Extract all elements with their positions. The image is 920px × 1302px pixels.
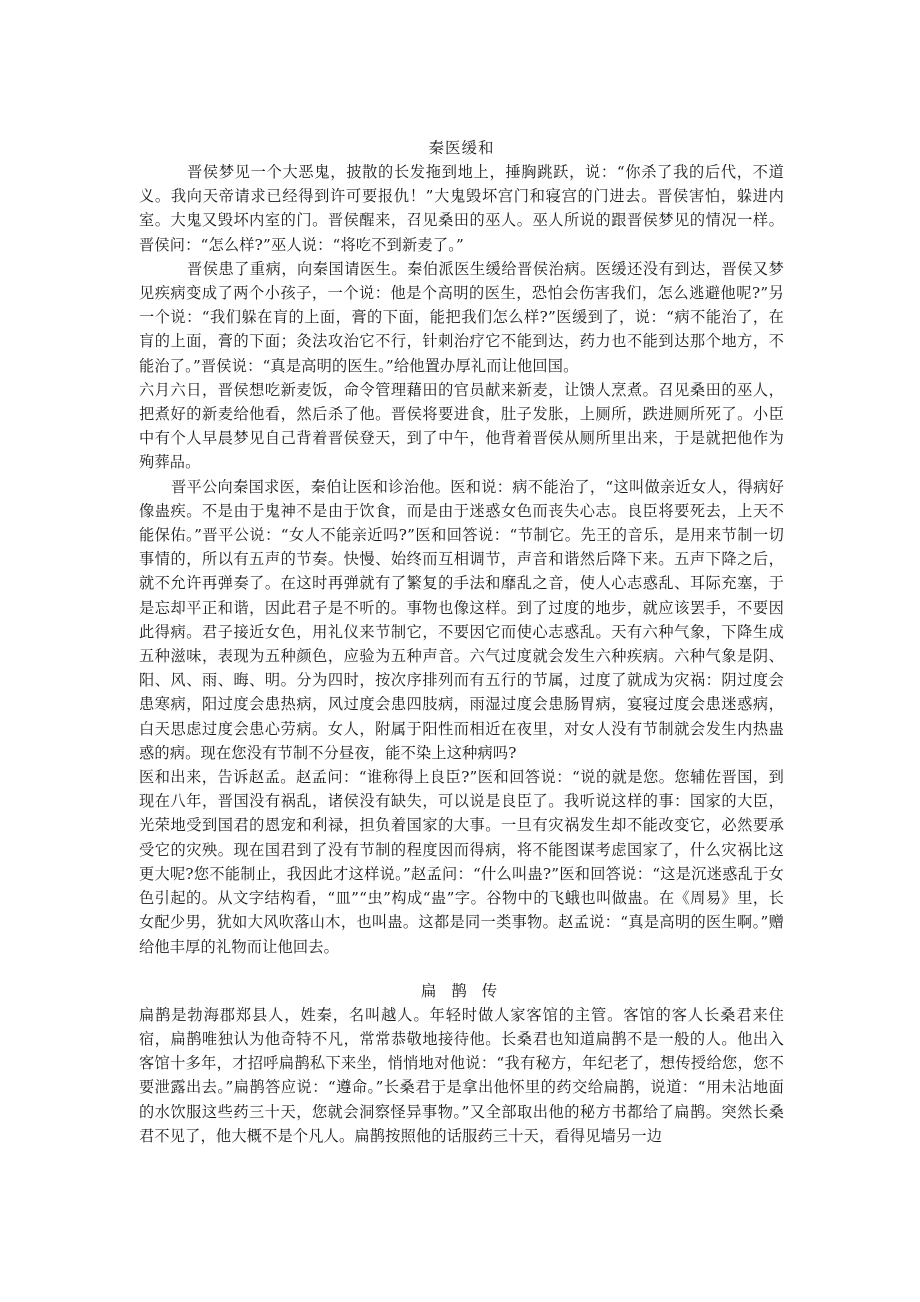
paragraph: 晋平公向秦国求医，秦伯让医和诊治他。医和说：病不能治了，“这叫做亲近女人，得病好像蛊疾。不是由于鬼神不是由于饮食，而是由于迷惑女色而丧失心志。良臣将要死去，上天不能保佑。”晋平公说：“女人不能亲近吗?”医和回答说：“节制它。先王的音乐，是用来节制一切事情的，所以有五声的节奏。快慢、始终而互相调节，声音和谐然后降下来。五声下降之后，就不允许再弹奏了。在这时再弹就有了繁复的手法和靡乱之音，使人心志惑乱、耳际充塞，于是忘却平正和谐，因此君子是不听的。事物也像这样。到了过度的地步，就应该罢手，不要因此得病。君子接近女色，用礼仪来节制它，不要因它而使心志惑乱。天有六种气象，下降生成五种滋味，表现为五种颜色，应验为五种声音。六气过度就会发生六种疾病。六种气象是阴、阳、风、雨、晦、明。分为四时，按次序排列而有五行的节属，过度了就成为灾祸：阴过度会患寒病，阳过度会患热病，风过度会患四肢病，雨湿过度会患肠胃病，宴寝过度会患迷惑病，白天思虑过度会患心劳病。女人，附属于阳性而相近在夜里，对女人没有节制就会发生内热蛊惑的病。现在您没有节制不分昼夜，能不染上这种病吗? xyxy=(139,477,784,762)
paragraph: 扁鹊是勃海郡郑县人，姓秦，名叫越人。年轻时做人家客馆的主管。客馆的客人长桑君来住宿，扁鹊唯独认为他奇特不凡，常常恭敬地接待他。长桑君也知道扁鹊不是一般的人。他出入客馆十多年，才招呼扁鹊私下来坐，悄悄地对他说：“我有秘方，年纪老了，想传授给您，您不要泄露出去。”扁鹊答应说：“遵命。”长桑君于是拿出他怀里的药交给扁鹊，说道：“用未沾地面的水饮服这些药三十天，您就会洞察怪异事物。”又全部取出他的秘方书都给了扁鹊。突然长桑君不见了，他大概不是个凡人。扁鹊按照他的话服药三十天，看得见墙另一边 xyxy=(139,1005,784,1145)
paragraph: 晋侯患了重病，向秦国请医生。秦伯派医生缓给晋侯治病。医缓还没有到达，晋侯又梦见疾病变成了两个小孩子，一个说：他是个高明的医生，恐怕会伤害我们，怎么逃避他呢?”另一个说：“我们躲在肓的上面，膏的下面，能把我们怎么样?”医缓到了，说：“病不能治了，在肓的上面，膏的下面；灸法攻治它不行，针刺治疗它不能到达，药力也不能到达那个地方，不能治了。”晋侯说：“真是高明的医生。”给他置办厚礼而让他回国。 xyxy=(139,259,784,375)
paragraph: 晋侯梦见一个大恶鬼，披散的长发拖到地上，捶胸跳跃，说：“你杀了我的后代，不道义。我向天帝请求已经得到许可要报仇！”大鬼毁坏宫门和寝宫的门进去。晋侯害怕，躲进内室。大鬼又毁坏内室的门。晋侯醒来，召见桑田的巫人。巫人所说的跟晋侯梦见的情况一样。晋侯问：“怎么样?”巫人说：“将吃不到新麦了。” xyxy=(139,163,784,254)
paragraph: 六月六日，晋侯想吃新麦饭，命令管理藉田的官员献来新麦，让馈人烹煮。召见桑田的巫人，把煮好的新麦给他看，然后杀了他。晋侯将要进食，肚子发胀，上厕所，跌进厕所死了。小臣中有个人早晨梦见自己背着晋侯登天，到了中午，他背着晋侯从厕所里出来，于是就把他作为殉葬品。 xyxy=(139,380,784,472)
section-title-qin-doctors: 秦医缓和 xyxy=(428,139,495,157)
document-page xyxy=(139,136,784,1148)
paragraph: 医和出来，告诉赵孟。赵孟问：“谁称得上良臣?”医和回答说：“说的就是您。您辅佐晋国，到现在八年，晋国没有祸乱，诸侯没有缺失，可以说是良臣了。我听说这样的事：国家的大臣，光荣地受到国君的恩宠和利禄，担负着国家的大事。一旦有灾祸发生却不能改变它，必然要承受它的灾殃。现在国君到了没有节制的程度因而得病，将不能图谋考虑国家了，什么灾祸比这更大呢?您不能制止，我因此才这样说。”赵孟问：“什么叫蛊?”医和回答说：“这是沉迷惑乱于女色引起的。从文字结构看，“皿”“虫”构成“蛊”字。谷物中的飞蛾也叫做蛊。在《周易》里，长女配少男，犹如大风吹落山木，也叫蛊。这都是同一类事物。赵孟说：“真是高明的医生啊。”赠给他丰厚的礼物而让他回去。 xyxy=(139,768,784,956)
section-title-bian-que: 扁 鹊 传 xyxy=(420,981,503,1000)
